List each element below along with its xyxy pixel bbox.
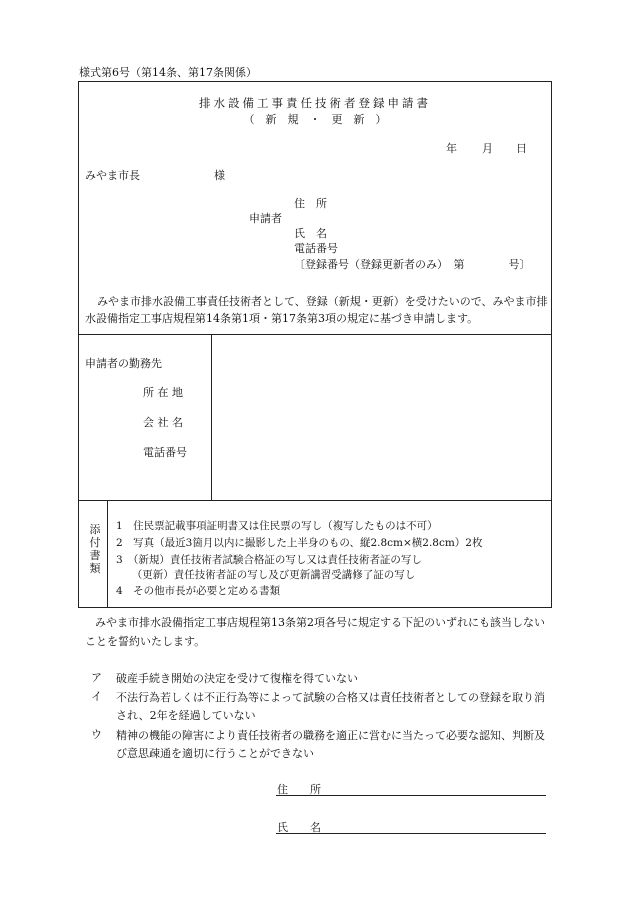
box-bottom-border: [78, 607, 552, 608]
applicant-heading: 申請者: [249, 212, 282, 225]
attachment-item-4: 4 その他市長が必要と定める書類: [116, 585, 281, 597]
condition-text-a: 破産手続き開始の決定を受けて復権を得ていない: [116, 672, 358, 685]
box-top-border: [78, 81, 552, 82]
applicant-address-label: 住 所: [294, 197, 327, 210]
date-year: 年: [446, 142, 457, 155]
request-statement: みやま市排水設備工事責任技術者として、登録（新規・更新）を受けたいので、みやま市排水設備指定工事店規程第14条第1項・第17条第3項の規定に基づき申請します。: [85, 295, 548, 325]
attachment-item-1: 1 住民票記載事項証明書又は住民票の写し（複写したものは不可）: [116, 520, 438, 532]
attachment-item-3: 3 （新規）責任技術者試験合格証の写し又は責任技術者証の写し: [116, 554, 422, 566]
section-divider-2: [78, 500, 552, 501]
workplace-column-divider: [211, 334, 212, 500]
applicant-name-label: 氏 名: [294, 227, 327, 240]
workplace-heading: 申請者の勤務先: [85, 357, 162, 370]
date-day: 日: [516, 142, 527, 155]
oath-statement: みやま市排水設備指定工事店規程第13条第2項各号に規定する下記のいずれにも該当しないことを誓約いたします。: [85, 616, 545, 648]
date-month: 月: [482, 142, 493, 155]
workplace-company-label: 会 社 名: [143, 416, 183, 429]
document-title: 排水設備工事責任技術者登録申請書: [199, 96, 431, 110]
box-left-border: [78, 81, 79, 608]
signature-address-line: [276, 795, 546, 796]
condition-mark-a: ア: [91, 671, 102, 684]
addressee-honorific: 様: [214, 169, 225, 182]
attachments-label: 添付書類: [89, 523, 101, 575]
condition-mark-i: イ: [91, 690, 102, 703]
attachment-item-3b: （更新）責任技術者証の写し及び更新講習受講修了証の写し: [116, 569, 416, 581]
condition-text-u: 精神の機能の障害により責任技術者の職務を適正に営むに当たって必要な認知、判断及び意思疎通を適切に行うことができない: [116, 729, 545, 760]
box-right-border: [551, 81, 552, 608]
document-subtitle: （ 新 規 ・ 更 新 ）: [243, 113, 387, 126]
registration-number-label: 〔登録番号（登録更新者のみ） 第 号〕: [294, 258, 531, 271]
attachment-item-2: 2 写真（最近3箇月以内に撮影した上半身のもの、縦2.8cm×横2.8cm）2枚: [116, 537, 483, 549]
signature-name-line: [276, 833, 546, 834]
signature-name-label: 氏 名: [277, 821, 321, 834]
workplace-phone-label: 電話番号: [143, 446, 187, 459]
attachments-column-divider: [107, 500, 108, 607]
form-number-label: 様式第6号（第14条、第17条関係）: [79, 66, 257, 79]
section-divider-1: [78, 334, 552, 335]
addressee-name: みやま市長: [85, 169, 140, 182]
applicant-phone-label: 電話番号: [294, 242, 338, 255]
condition-text-i: 不法行為若しくは不正行為等によって試験の合格又は責任技術者としての登録を取り消され、2年を経過していない: [116, 691, 545, 722]
condition-mark-u: ウ: [91, 728, 102, 741]
signature-address-label: 住 所: [277, 783, 321, 796]
workplace-location-label: 所 在 地: [143, 386, 183, 399]
